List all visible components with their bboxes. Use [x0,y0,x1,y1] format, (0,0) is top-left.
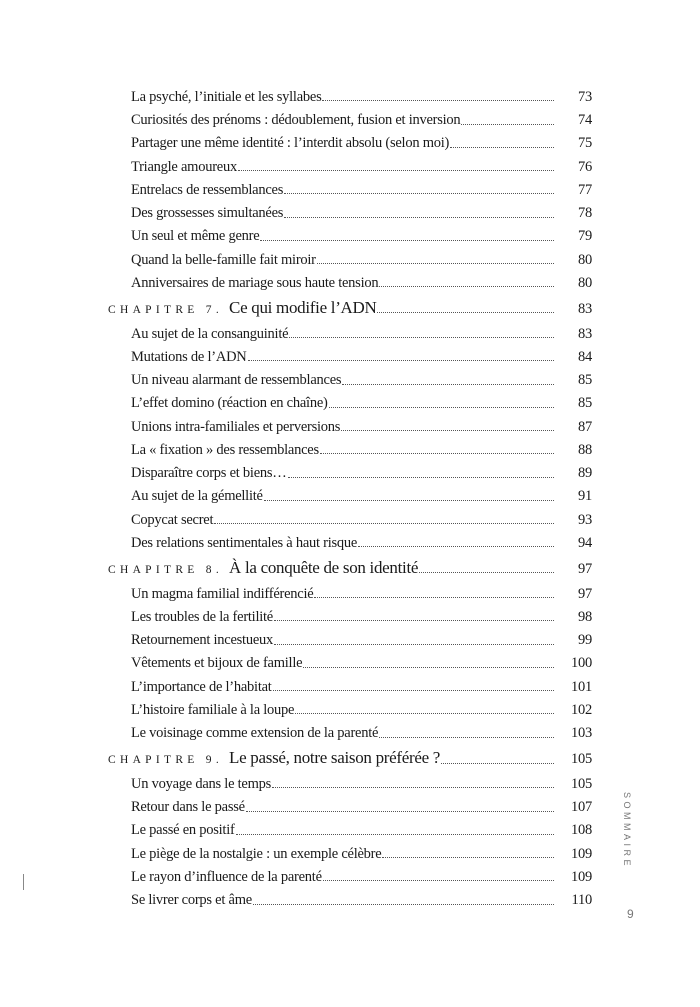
toc-entry [108,841,592,864]
toc-entry [108,720,592,743]
entry-title [131,610,273,628]
entry-text: Partager une même identité : l’interdit absolu (selon moi) [131,135,450,152]
page-ref: 94 [578,534,592,551]
page-ref: 101 [571,678,592,695]
toc-entry [108,344,592,367]
dot-leader [379,286,554,287]
page-ref: 79 [578,228,592,245]
entry-title [131,823,235,841]
entry-title [131,113,460,131]
toc-entry [108,864,592,887]
toc-entry [108,771,592,794]
dot-leader [461,124,554,125]
entry-title [131,276,378,294]
dot-leader [377,312,554,313]
page-ref: 75 [578,135,592,152]
page-ref: 77 [578,181,592,198]
toc-entry [108,604,592,627]
page-ref: 73 [578,88,592,105]
toc-entry [108,107,592,130]
toc-entry [108,530,592,553]
dot-leader [358,546,554,547]
dot-leader [274,620,554,621]
entry-title [131,703,294,721]
dot-leader [236,834,554,835]
toc-entry [108,794,592,817]
entry-text: La psyché, l’initiale et les syllabes [131,88,322,105]
entry-title [131,373,341,391]
page-ref: 80 [578,251,592,268]
entry-text: Retournement incestueux [131,632,274,648]
entry-title [131,847,381,865]
page-ref: 78 [578,205,592,221]
toc-entry [108,247,592,270]
dot-leader [450,147,554,148]
dot-leader [379,737,554,738]
page-ref: 100 [571,655,592,672]
dot-leader [323,880,554,881]
chapter-label: CHAPITRE 9. [108,754,224,766]
entry-text: Disparaître corps et biens… [131,465,287,481]
section-label: SOMMAIRE [622,792,632,870]
entry-text: Des grossesses simultanées [131,205,284,221]
chapter-title: Le passé, notre saison préférée ? [229,748,441,767]
entry-text: La « fixation » des ressemblances [131,441,319,458]
entry-title [131,489,263,507]
entry-title [131,136,449,154]
dot-leader [303,667,554,668]
entry-text: L’histoire familiale à la loupe [131,701,295,718]
divider [23,874,24,890]
entry-text: Anniversaires de mariage sous haute tension [131,274,379,291]
chapter-title: Ce qui modifie l’ADN [229,297,377,317]
page-ref: 83 [578,325,592,342]
dot-leader [329,407,554,408]
dot-leader [260,240,554,241]
entry-text: Un seul et même genre [131,228,260,245]
entry-title [131,680,272,698]
chapter-title: À la conquête de son identité [229,557,419,577]
entry-text: Le piège de la nostalgie : un exemple célèbre [131,845,382,862]
page-ref: 88 [578,441,592,458]
toc-entry [108,674,592,697]
entry-title [108,559,418,580]
entry-text: Copycat secret [131,511,214,528]
entry-title [131,777,271,795]
page-ref: 83 [578,300,592,317]
page-ref: 87 [578,418,592,435]
chapter-row [108,746,592,770]
dot-leader [320,453,554,454]
page-ref: 105 [571,775,592,792]
dot-leader [214,523,554,524]
chapter-row [108,295,592,319]
toc-entry [108,818,592,841]
page-ref: 97 [578,560,592,577]
dot-leader [246,811,554,812]
toc-entry [108,154,592,177]
page-ref: 74 [578,112,592,128]
dot-leader [441,763,554,764]
page-ref: 109 [571,868,592,885]
page-ref: 84 [578,348,592,365]
toc-entry [108,460,592,483]
entry-title [108,299,376,320]
dot-leader [419,572,554,573]
entry-title [131,183,283,201]
entry-text: Entrelacs de ressemblances [131,181,284,198]
page-ref: 108 [571,822,592,839]
dot-leader [264,500,554,501]
entry-text: Vêtements et bijoux de famille [131,655,303,672]
dot-leader [288,477,554,478]
chapter-label: CHAPITRE 8. [108,563,224,576]
toc-entry [108,887,592,910]
dot-leader [295,713,554,714]
entry-text: Un niveau alarmant de ressemblances [131,372,342,388]
toc-entry [108,414,592,437]
section-tab [622,792,642,874]
page-ref: 85 [578,372,592,388]
dot-leader [289,337,554,338]
entry-title [131,893,252,911]
dot-leader [342,384,554,385]
page-ref: 85 [578,395,592,412]
dot-leader [341,430,554,431]
entry-title [131,396,328,414]
chapter-row [108,555,592,579]
dot-leader [272,787,554,788]
entry-title [131,513,213,531]
dot-leader [314,597,554,598]
dot-leader [274,644,554,645]
page-ref: 99 [578,632,592,648]
entry-title [131,633,273,651]
entry-text: Les troubles de la fertilité [131,608,273,625]
entry-text: Triangle amoureux [131,158,237,175]
page-ref: 91 [578,488,592,505]
entry-title [131,443,319,461]
entry-title [131,229,259,247]
entry-title [131,206,283,224]
toc-entry [108,224,592,247]
entry-text: Un magma familial indifférencié [131,585,314,602]
entry-title [131,466,287,484]
page-ref: 103 [571,725,592,741]
toc-entry [108,177,592,200]
toc-entry [108,697,592,720]
toc-entry [108,270,592,293]
toc-entry [108,367,592,390]
toc-entry [108,627,592,650]
entry-title [108,749,440,770]
entry-title [131,420,340,438]
page-ref: 98 [578,608,592,625]
dot-leader [284,193,554,194]
page-ref: 76 [578,158,592,175]
entry-text: Des relations sentimentales à haut risque [131,534,358,551]
page-ref: 102 [571,701,592,718]
entry-text: Au sujet de la consanguinité [131,325,289,342]
entry-title [131,870,322,888]
entry-title [131,160,237,178]
dot-leader [238,170,554,171]
toc-entry [108,131,592,154]
toc-entry [108,84,592,107]
entry-text: Se livrer corps et âme [131,892,252,908]
entry-text: Retour dans le passé [131,799,245,815]
toc-entry [108,581,592,604]
entry-title [131,656,302,674]
entry-text: Quand la belle-famille fait miroir [131,251,316,268]
entry-title [131,587,313,605]
toc-entry [108,437,592,460]
entry-text: Le voisinage comme extension de la parenté [131,725,379,741]
entry-text: Au sujet de la gémellité [131,488,263,505]
page-ref: 89 [578,465,592,481]
toc-entry [108,507,592,530]
entry-title [131,253,316,271]
page-ref: 80 [578,274,592,291]
page-ref: 97 [578,585,592,602]
entry-title [131,726,378,744]
entry-text: Le passé en positif [131,822,235,839]
entry-text: Le rayon d’influence de la parenté [131,868,322,885]
dot-leader [284,217,554,218]
entry-title [131,800,245,818]
toc-entry [108,484,592,507]
page-ref: 109 [571,845,592,862]
page-number: 9 [627,907,634,921]
page-ref: 107 [571,799,592,815]
dot-leader [382,857,554,858]
page-ref: 93 [578,511,592,528]
chapter-label: CHAPITRE 7. [108,303,224,316]
entry-text: Mutations de l’ADN [131,348,247,365]
page-ref: 110 [571,892,592,908]
entry-text: L’importance de l’habitat [131,678,272,695]
entry-text: L’effet domino (réaction en chaîne) [131,395,328,412]
toc-entry [108,321,592,344]
entry-title [131,536,357,554]
dot-leader [317,263,554,264]
table-of-contents [108,84,592,911]
entry-title [131,350,247,368]
dot-leader [322,100,554,101]
dot-leader [248,360,554,361]
dot-leader [273,690,554,691]
toc-entry [108,200,592,223]
page-ref: 105 [571,751,592,767]
toc-entry [108,391,592,414]
entry-text: Unions intra-familiales et perversions [131,418,341,435]
entry-title [131,90,321,108]
entry-text: Un voyage dans le temps [131,775,272,792]
dot-leader [253,904,554,905]
toc-entry [108,651,592,674]
entry-title [131,327,288,345]
entry-text: Curiosités des prénoms : dédoublement, fusion et inversion [131,112,461,128]
